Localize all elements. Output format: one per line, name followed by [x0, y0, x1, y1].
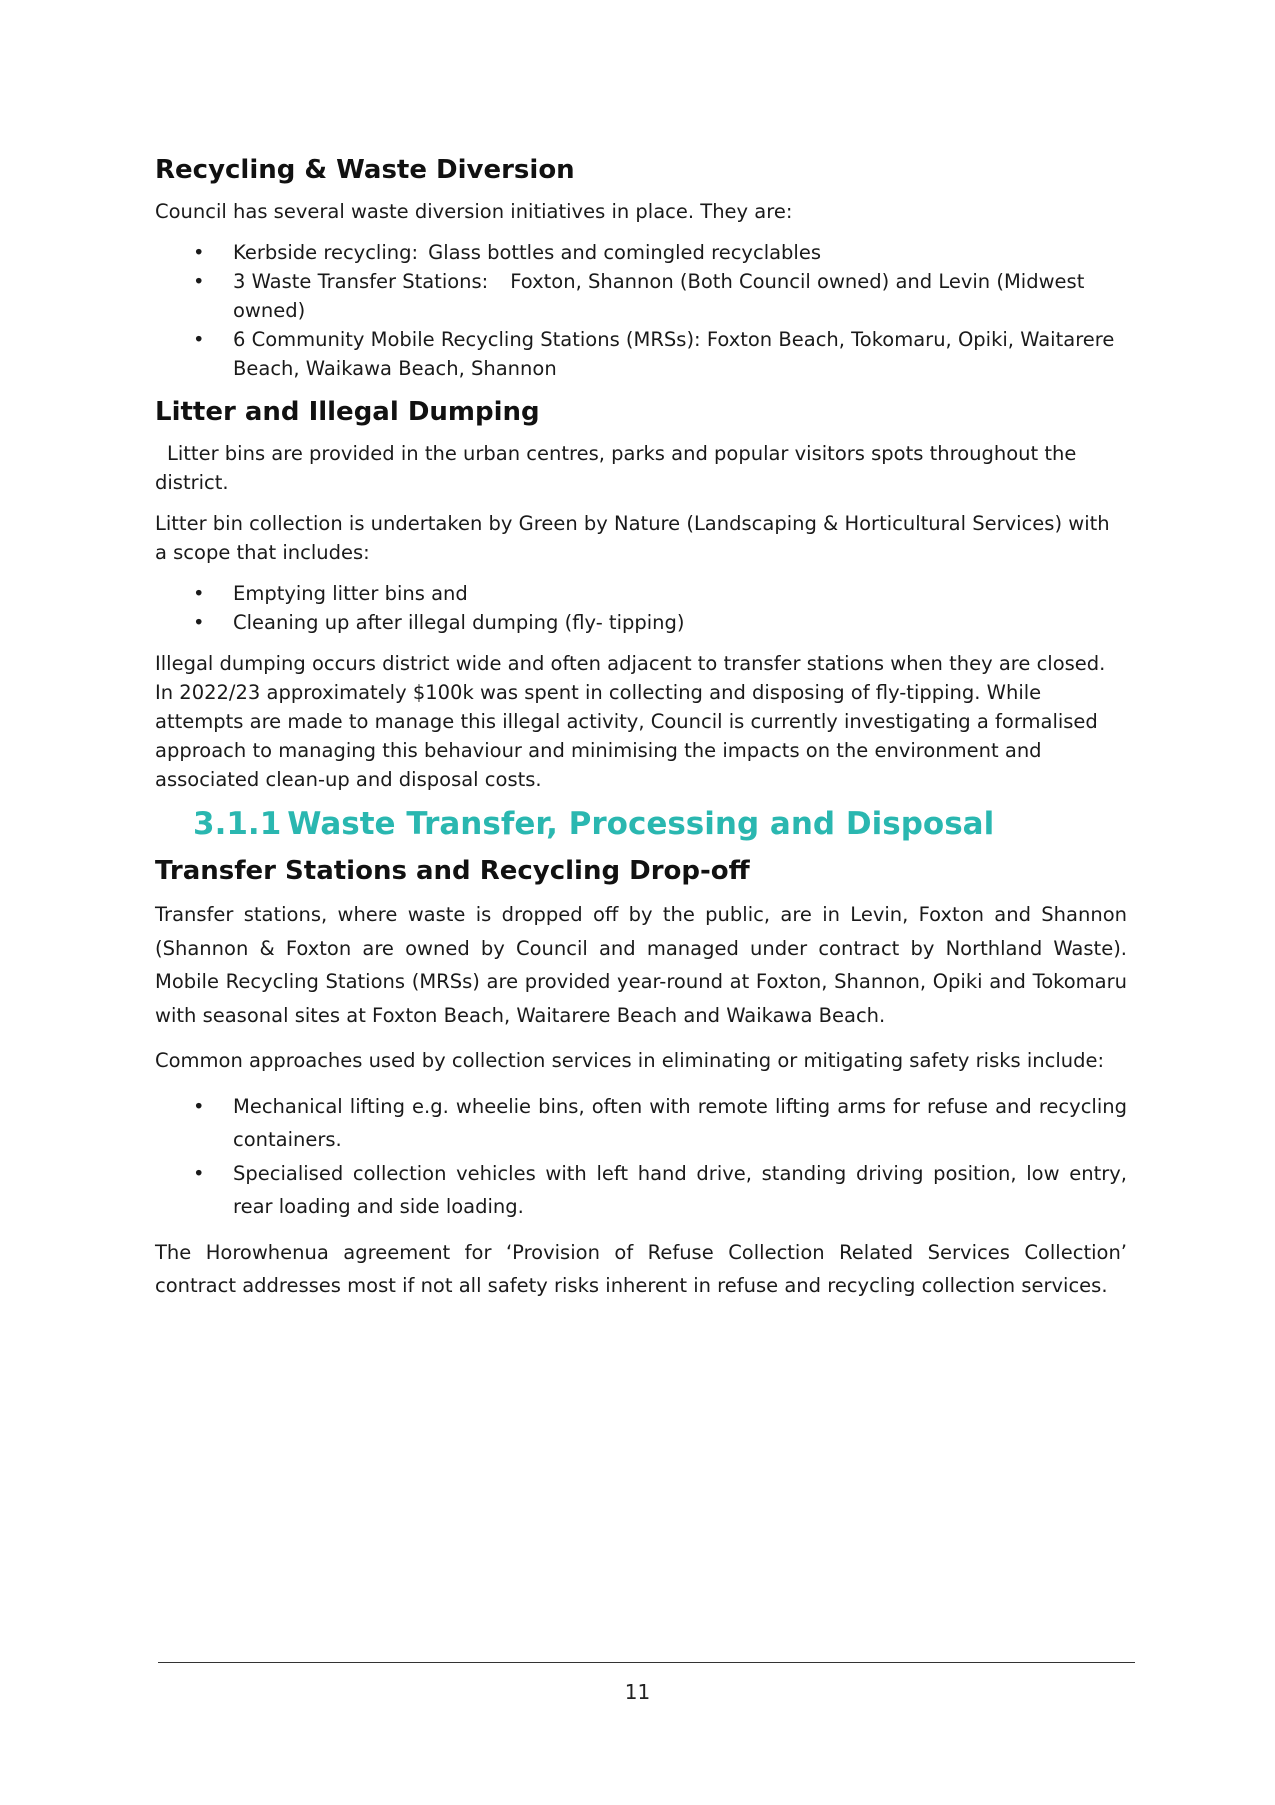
transfer-paragraph-1: Transfer stations, where waste is dropped off by the public, are in Levin, Foxton and Shannon (Shannon & Foxton are owned by Council and managed under contract by Northland Waste). Mobile Recycling Stations (MRSs) are provided year-round at Foxton, Shannon, Opiki and Tokomaru with seasonal sites at Foxton Beach, Waitarere Beach and Waikawa Beach.: [155, 903, 1127, 1027]
bullet-icon: •: [193, 582, 205, 605]
section-heading-recycling: Recycling & Waste Diversion: [155, 155, 575, 185]
bullet-icon: •: [193, 1161, 205, 1185]
recycling-intro: Council has several waste diversion initiatives in place. They are:: [155, 200, 793, 223]
list-item: [155, 608, 1127, 637]
list-item: [155, 267, 1127, 325]
litter-paragraph-2: Litter bin collection is undertaken by Green by Nature (Landscaping & Horticultural Services) with a scope that includes:: [155, 512, 1110, 564]
footer-divider: [158, 1662, 1135, 1663]
bullet-icon: •: [193, 270, 205, 293]
bullet-icon: •: [193, 611, 205, 634]
litter-list: [155, 579, 1127, 637]
subsection-title: Waste Transfer, Processing and Disposal: [287, 806, 995, 842]
safety-list: [155, 1090, 1127, 1224]
section-heading-transfer-stations: Transfer Stations and Recycling Drop-off: [155, 856, 750, 886]
list-item-text: Foxton Beach, Tokomaru, Opiki, Waitarere Beach, Waikawa Beach, Shannon: [233, 328, 1115, 380]
list-item: [155, 579, 1127, 608]
list-item: [155, 325, 1127, 383]
list-item-text: Mechanical lifting e.g. wheelie bins, often with remote lifting arms for refuse and recycling containers.: [233, 1094, 1127, 1151]
list-item-text: Cleaning up after illegal dumping (fly- tipping): [233, 611, 685, 634]
list-item-label: 6 Community Mobile Recycling Stations (MRSs):: [233, 328, 701, 351]
transfer-paragraph-3: The Horowhenua agreement for ‘Provision of Refuse Collection Related Services Collection’ contract addresses most if not all safety risks inherent in refuse and recycling collection services.: [155, 1240, 1127, 1297]
page-number: 11: [624, 1680, 651, 1704]
list-item-label: Kerbside recycling:: [233, 241, 419, 264]
subsection-heading-waste-transfer: [193, 806, 1127, 842]
list-item-text: Emptying litter bins and: [233, 582, 468, 605]
list-item-text: Foxton, Shannon (Both Council owned) and Levin (Midwest owned): [233, 270, 1085, 322]
recycling-list: [155, 238, 1127, 383]
list-item-text: Specialised collection vehicles with left hand drive, standing driving position, low entry, rear loading and side loading.: [233, 1161, 1127, 1218]
list-item: [155, 238, 1127, 267]
section-heading-litter: Litter and Illegal Dumping: [155, 397, 540, 427]
bullet-icon: •: [193, 328, 205, 351]
list-item-label: 3 Waste Transfer Stations:: [233, 270, 489, 293]
litter-paragraph-3: Illegal dumping occurs district wide and often adjacent to transfer stations when they are closed. In 2022/23 approximately $100k was spent in collecting and disposing of fly-tipping. While attempts are made to manage this illegal activity, Council is currently investigating a formalised approach to managing this behaviour and minimising the impacts on the environment and associated clean-up and disposal costs.: [155, 652, 1106, 791]
bullet-icon: •: [193, 1094, 205, 1118]
litter-paragraph-1: Litter bins are provided in the urban centres, parks and popular visitors spots throughout the district.: [155, 442, 1077, 494]
list-item-text: Glass bottles and comingled recyclables: [428, 241, 822, 264]
list-item: [155, 1157, 1127, 1224]
document-page: [155, 155, 1127, 1315]
transfer-paragraph-2: Common approaches used by collection services in eliminating or mitigating safety risks include:: [155, 1049, 1105, 1072]
subsection-number: 3.1.1: [193, 806, 282, 842]
bullet-icon: •: [193, 241, 205, 264]
list-item: [155, 1090, 1127, 1157]
